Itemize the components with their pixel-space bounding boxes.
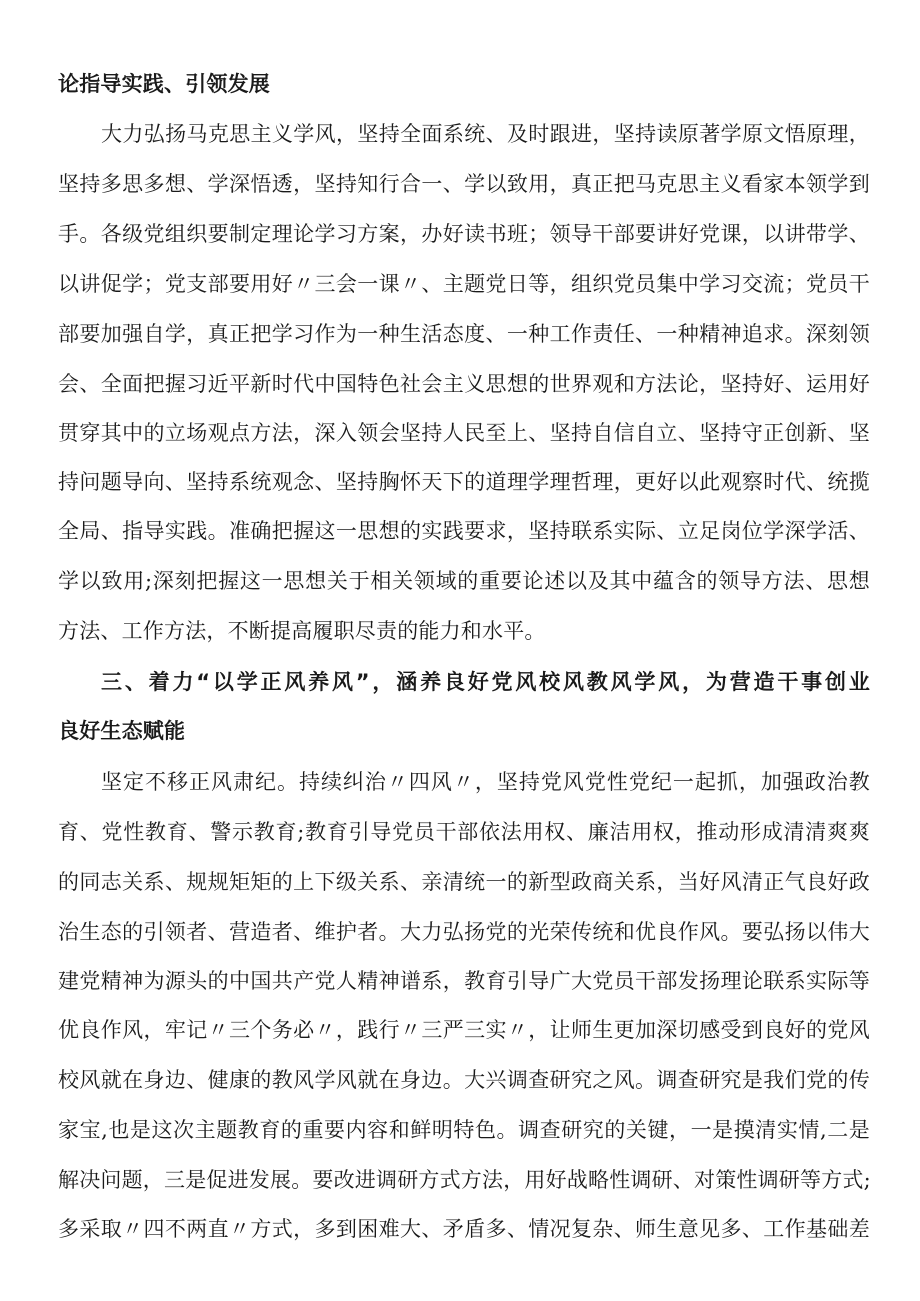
paragraph-1-line: 持问题导向、坚持系统观念、坚持胸怀天下的道理学理哲理，更好以此观察时代、统揽 xyxy=(58,470,870,494)
paragraph-2-line: 治生态的引领者、营造者、维护者。大力弘扬党的光荣传统和优良作风。要弘扬以伟大 xyxy=(58,920,870,944)
paragraph-1-line: 坚持多思多想、学深悟透，坚持知行合一、学以致用，真正把马克思主义看家本领学到 xyxy=(58,172,870,196)
paragraph-1-line: 部要加强自学，真正把学习作为一种生活态度、一种工作责任、一种精神追求。深刻领 xyxy=(58,322,870,346)
paragraph-1-line: 贯穿其中的立场观点方法，深入领会坚持人民至上、坚持自信自立、坚持守正创新、坚 xyxy=(58,421,870,445)
paragraph-1-line: 全局、指导实践。准确把握这一思想的实践要求，坚持联系实际、立足岗位学深学活、 xyxy=(58,519,870,543)
paragraph-1-line: 方法、工作方法，不断提高履职尽责的能力和水平。 xyxy=(58,619,546,643)
paragraph-2-line: 坚定不移正风肃纪。持续纠治〃四风〃，坚持党风党性党纪一起抓，加强政治教 xyxy=(101,770,870,794)
paragraph-2-line: 优良作风，牢记〃三个务必〃，践行〃三严三实〃，让师生更加深切感受到良好的党风 xyxy=(58,1018,870,1042)
paragraph-1-line: 会、全面把握习近平新时代中国特色社会主义思想的世界观和方法论，坚持好、运用好 xyxy=(58,372,870,396)
paragraph-2-line: 解决问题，三是促进发展。要改进调研方式方法，用好战略性调研、对策性调研等方式; xyxy=(58,1168,871,1192)
paragraph-1-line: 以讲促学；党支部要用好〃三会一课〃、主题党日等，组织党员集中学习交流；党员干 xyxy=(58,272,870,296)
paragraph-2-line: 的同志关系、规规矩矩的上下级关系、亲清统一的新型政商关系，当好风清正气良好政 xyxy=(58,870,870,894)
paragraph-2-line: 多采取〃四不两直〃方式，多到困难大、矛盾多、情况复杂、师生意见多、工作基础差 xyxy=(58,1217,870,1241)
paragraph-2-line: 家宝,也是这次主题教育的重要内容和鲜明特色。调查研究的关键，一是摸清实情,二是 xyxy=(58,1118,870,1142)
paragraph-2-line: 育、党性教育、警示教育;教育引导党员干部依法用权、廉洁用权，推动形成清清爽爽 xyxy=(58,820,870,844)
section-3-heading-line: 三、着力“以学正风养风”，涵养良好党风校风教风学风，为营造干事创业 xyxy=(101,670,870,694)
section-heading-continuation: 论指导实践、引领发展 xyxy=(58,72,270,96)
paragraph-1-line: 手。各级党组织要制定理论学习方案，办好读书班；领导干部要讲好党课，以讲带学、 xyxy=(58,222,870,246)
paragraph-1-line: 学以致用;深刻把握这一思想关于相关领域的重要论述以及其中蕴含的领导方法、思想 xyxy=(58,569,870,593)
paragraph-1-line: 大力弘扬马克思主义学风，坚持全面系统、及时跟进，坚持读原著学原文悟原理， xyxy=(101,122,870,146)
paragraph-2-line: 校风就在身边、健康的教风学风就在身边。大兴调查研究之风。调查研究是我们党的传 xyxy=(58,1068,870,1092)
paragraph-2-line: 建党精神为源头的中国共产党人精神谱系，教育引导广大党员干部发扬理论联系实际等 xyxy=(58,969,870,993)
section-3-heading-line: 良好生态赋能 xyxy=(58,719,186,743)
